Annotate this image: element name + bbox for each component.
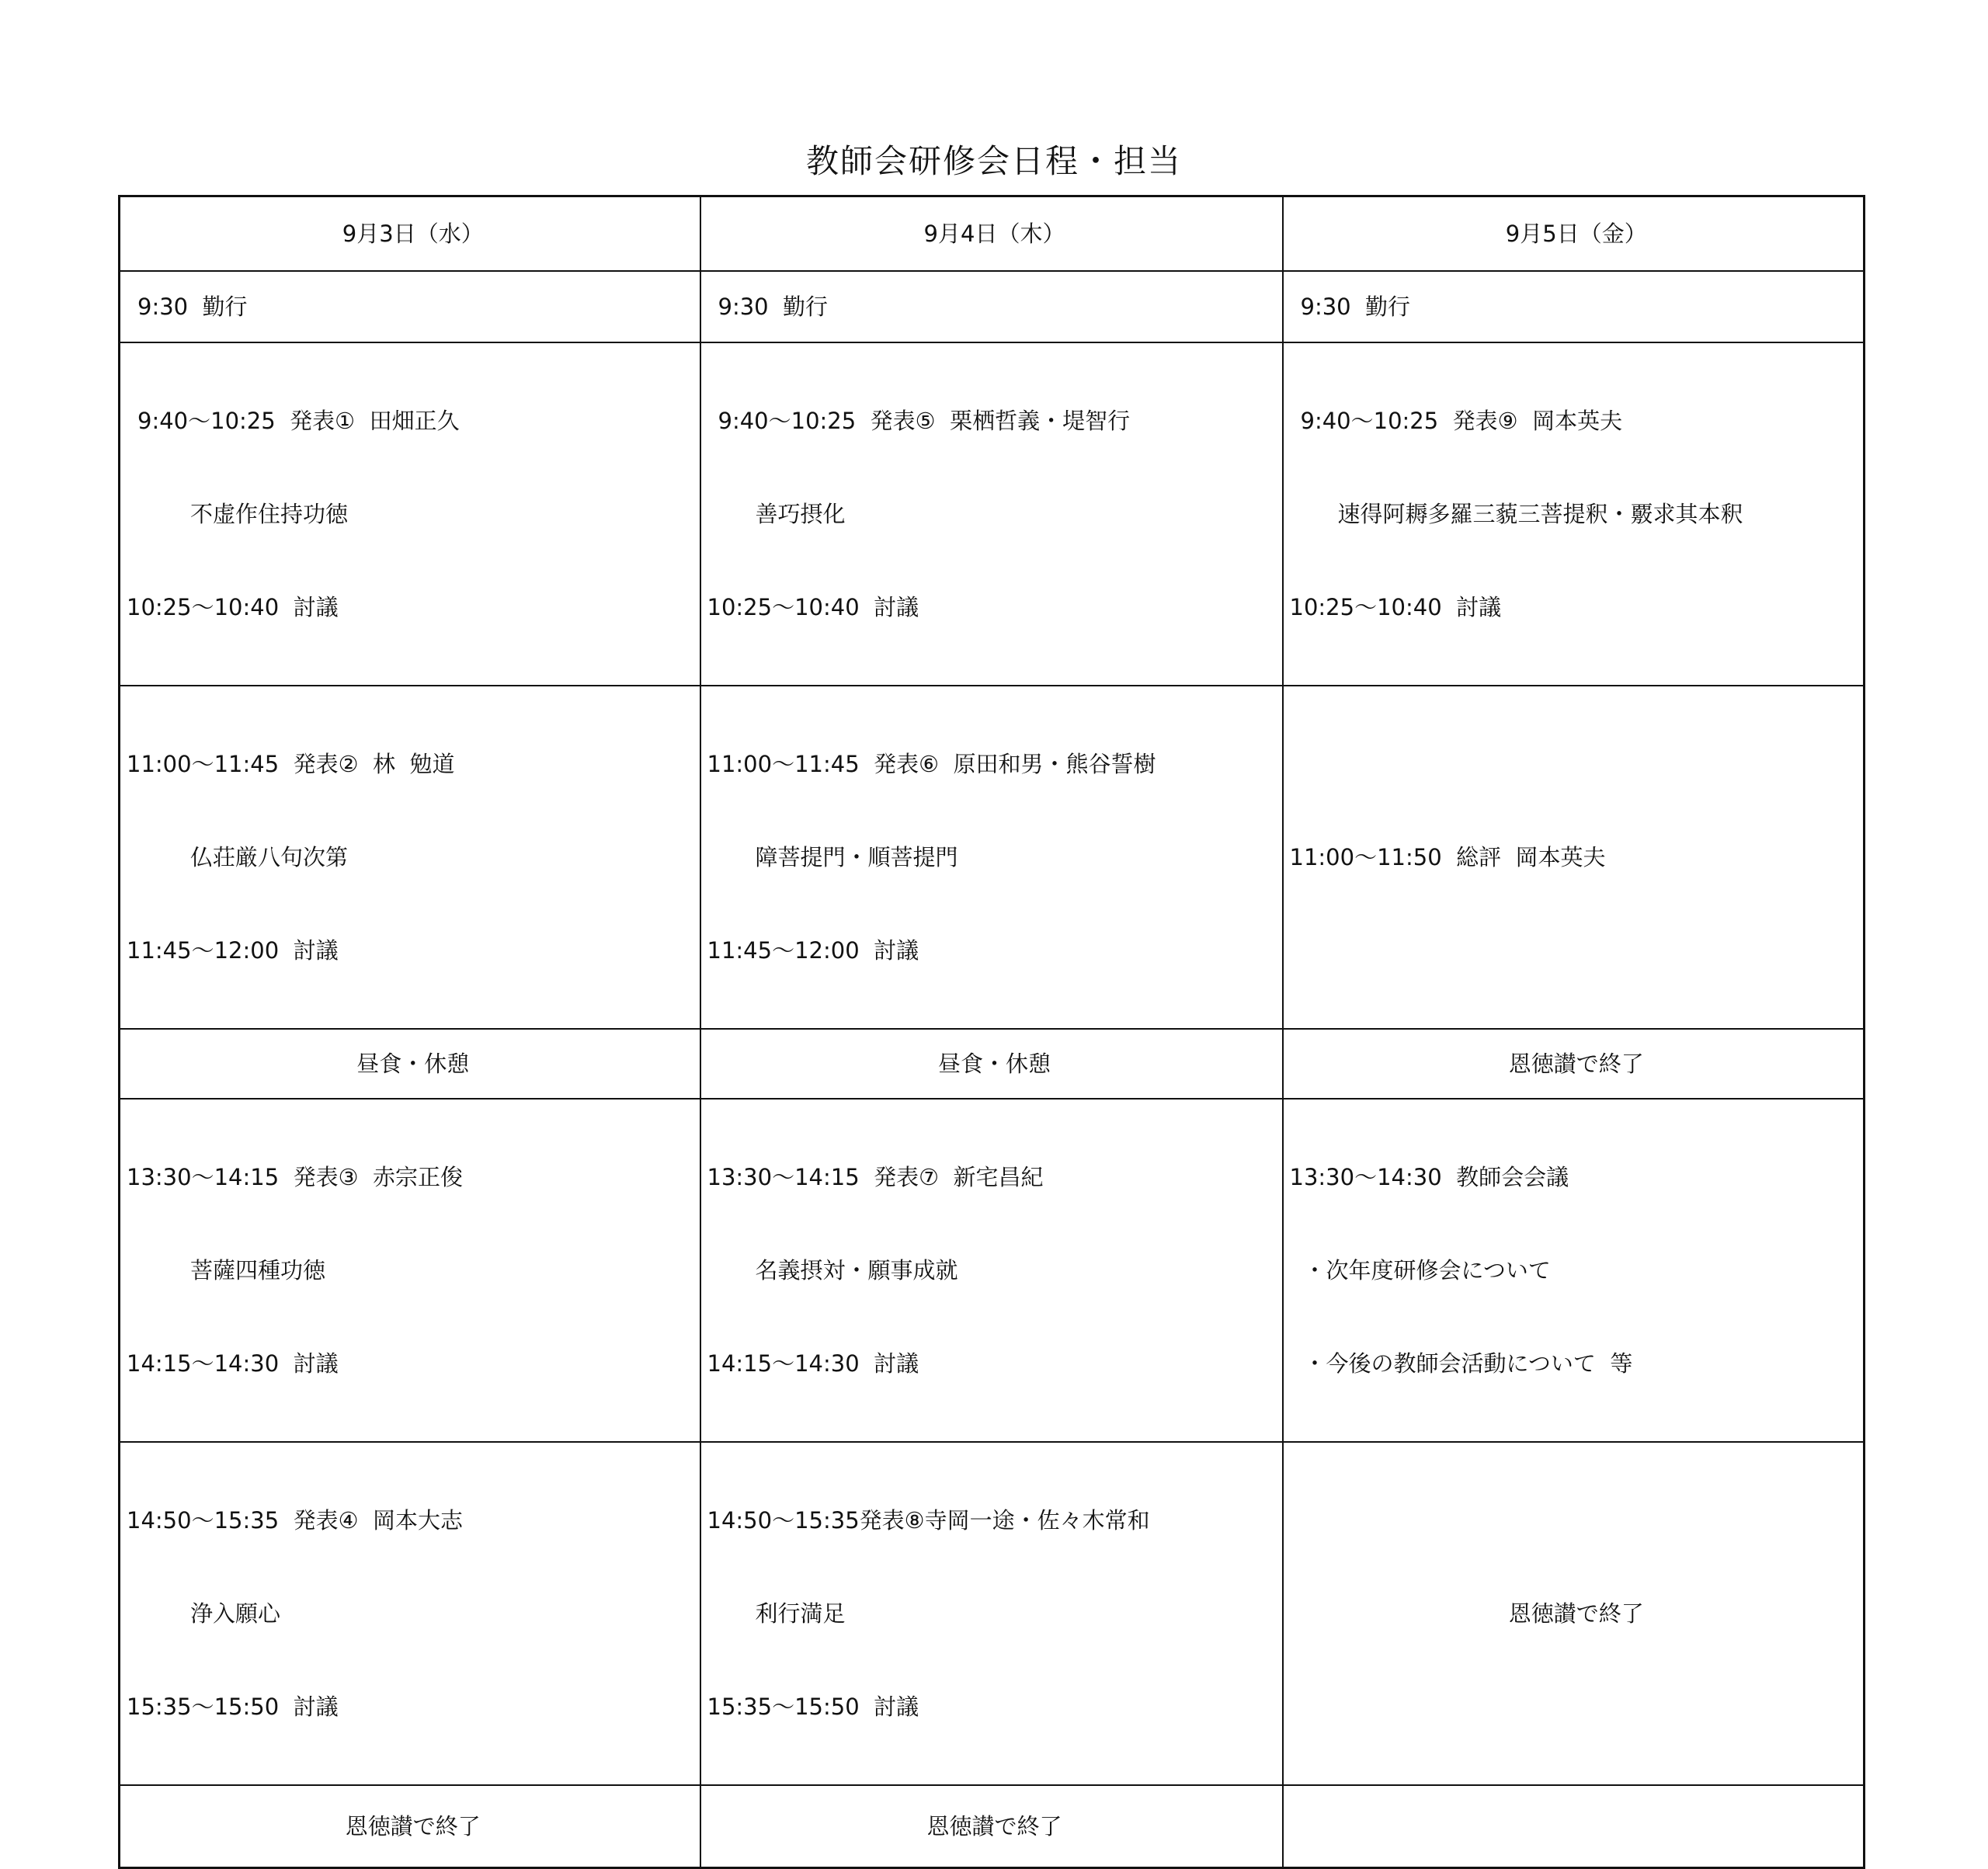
cell-session-2: 11:00～11:45 発表② 林 勉道 仏荘厳八句次第 11:45～12:00 討議 xyxy=(120,686,700,1029)
header-day-2: 9月4日（木） xyxy=(700,196,1283,271)
cell-gongyo-day-1: 9:30 勤行 xyxy=(120,271,700,342)
table-header-row xyxy=(120,196,1865,271)
cell-gongyo-day-3: 9:30 勤行 xyxy=(1283,271,1865,342)
cell-session-7: 13:30～14:15 発表⑦ 新宅昌紀 名義摂対・願事成就 14:15～14:30 討議 xyxy=(700,1099,1283,1442)
header-day-1: 9月3日（水） xyxy=(120,196,700,271)
cell-session-8: 14:50～15:35発表⑧寺岡一途・佐々木常和 利行満足 15:35～15:50 討議 xyxy=(700,1442,1283,1785)
cell-closing-day-3-afternoon: 恩徳讃で終了 xyxy=(1283,1442,1865,1785)
table-row xyxy=(120,1099,1865,1442)
cell-empty xyxy=(1283,1785,1865,1868)
schedule-table xyxy=(118,195,1865,1869)
table-row xyxy=(120,342,1865,686)
cell-gongyo-day-2: 9:30 勤行 xyxy=(700,271,1283,342)
cell-session-6: 11:00～11:45 発表⑥ 原田和男・熊谷誓樹 障菩提門・順菩提門 11:45～12:00 討議 xyxy=(700,686,1283,1029)
cell-session-4: 14:50～15:35 発表④ 岡本大志 浄入願心 15:35～15:50 討議 xyxy=(120,1442,700,1785)
cell-session-9: 9:40～10:25 発表⑨ 岡本英夫 速得阿耨多羅三藐三菩提釈・覈求其本釈 10:25～10:40 討議 xyxy=(1283,342,1865,686)
table-row xyxy=(120,1029,1865,1099)
cell-lunch-day-1: 昼食・休憩 xyxy=(120,1029,700,1099)
cell-session-1: 9:40～10:25 発表① 田畑正久 不虚作住持功徳 10:25～10:40 討議 xyxy=(120,342,700,686)
cell-lunch-day-2: 昼食・休憩 xyxy=(700,1029,1283,1099)
cell-closing-day-1: 恩徳讃で終了 xyxy=(120,1785,700,1868)
cell-teachers-meeting: 13:30～14:30 教師会会議 ・次年度研修会について ・今後の教師会活動について 等 xyxy=(1283,1099,1865,1442)
page-title: 教師会研修会日程・担当 xyxy=(805,142,1182,180)
header-day-3: 9月5日（金） xyxy=(1283,196,1865,271)
table-row xyxy=(120,1442,1865,1785)
cell-session-5: 9:40～10:25 発表⑤ 栗栖哲義・堤智行 善巧摂化 10:25～10:40 討議 xyxy=(700,342,1283,686)
cell-general-review: 11:00～11:50 総評 岡本英夫 xyxy=(1283,686,1865,1029)
cell-closing-day-3: 恩徳讃で終了 xyxy=(1283,1029,1865,1099)
table-row xyxy=(120,686,1865,1029)
cell-session-3: 13:30～14:15 発表③ 赤宗正俊 菩薩四種功徳 14:15～14:30 討議 xyxy=(120,1099,700,1442)
cell-closing-day-2: 恩徳讃で終了 xyxy=(700,1785,1283,1868)
table-row xyxy=(120,271,1865,342)
table-row xyxy=(120,1785,1865,1868)
